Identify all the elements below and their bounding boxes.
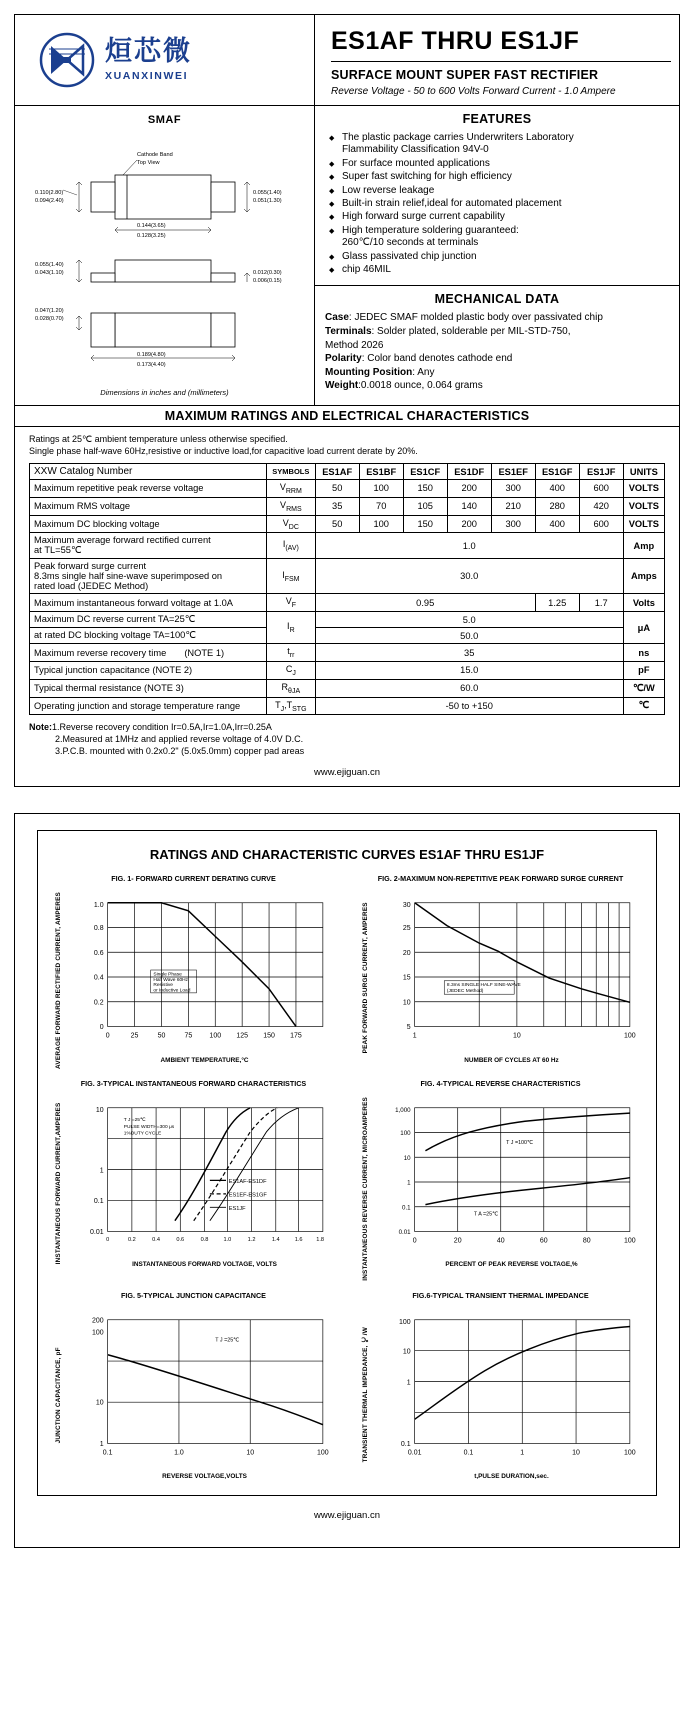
row-value: 70 [359, 497, 403, 515]
figure-6 [351, 1291, 650, 1481]
features-section [315, 106, 679, 286]
figure-1-plot [70, 892, 339, 1053]
row-value: 60.0 [315, 679, 623, 697]
figure-1-title: FIG. 1- FORWARD CURRENT DERATING CURVE [111, 874, 276, 884]
units-header: UNITS [623, 464, 664, 480]
row-description: Maximum DC blocking voltage [30, 515, 267, 533]
ratings-table [29, 463, 665, 715]
figure-5-ylabel: JUNCTION CAPACITANCE, pF [55, 1346, 62, 1444]
feature-item: ◆ Low reverse leakage [329, 185, 669, 197]
row-value: 50 [315, 515, 359, 533]
figure-2-ylabel: PEAK FORWARD SURGE CURRENT, AMPERES [362, 902, 369, 1054]
svg-text:T J =100℃: T J =100℃ [506, 1140, 534, 1147]
svg-text:1,000: 1,000 [395, 1106, 411, 1114]
svg-text:200: 200 [91, 1317, 104, 1325]
svg-text:(JEDEC Method): (JEDEC Method) [446, 989, 484, 995]
svg-text:0: 0 [106, 1237, 110, 1244]
curves-title: RATINGS AND CHARACTERISTIC CURVES ES1AF THRU ES1JF [149, 847, 545, 863]
svg-text:0.012(0.30): 0.012(0.30) [253, 270, 282, 276]
row-units: ℃ [623, 697, 664, 715]
ratings-row [30, 497, 665, 515]
sheet-2 [14, 813, 680, 1548]
svg-text:100: 100 [398, 1318, 411, 1326]
figure-1 [44, 874, 343, 1069]
svg-text:20: 20 [402, 950, 411, 958]
svg-text:0.6: 0.6 [176, 1237, 185, 1244]
svg-text:75: 75 [184, 1032, 193, 1040]
svg-text:1%DUTY CYCLE: 1%DUTY CYCLE [123, 1131, 162, 1137]
catalog-header: XXW Catalog Number [30, 464, 267, 480]
row-description: Maximum repetitive peak reverse voltage [30, 480, 267, 498]
mechanical-row: Case: JEDEC SMAF molded plastic body over passivated chip [325, 312, 603, 324]
svg-text:100: 100 [624, 1032, 636, 1040]
row-units: μA [623, 612, 664, 644]
figure-6-plot [377, 1309, 646, 1470]
part-header: ES1AF [315, 464, 359, 480]
svg-text:Top View: Top View [137, 160, 160, 166]
row-units: ℃/W [623, 679, 664, 697]
row-description: Maximum RMS voltage [30, 497, 267, 515]
svg-text:25: 25 [402, 925, 411, 933]
svg-text:Cathode Band: Cathode Band [137, 152, 173, 158]
svg-text:100: 100 [91, 1329, 104, 1337]
figure-2-title: FIG. 2-MAXIMUM NON-REPETITIVE PEAK FORWARD SURGE CURRENT [377, 874, 624, 884]
row-value: 300 [491, 480, 535, 498]
svg-text:10: 10 [246, 1449, 255, 1457]
svg-text:or Inductive Load: or Inductive Load [153, 988, 191, 994]
svg-text:1.8: 1.8 [316, 1237, 325, 1244]
svg-text:0.055(1.40): 0.055(1.40) [35, 262, 64, 268]
svg-text:10: 10 [403, 1155, 411, 1163]
row-symbol: $C_J$ [266, 661, 315, 679]
row-value: 150 [403, 515, 447, 533]
row-description: Typical thermal resistance (NOTE 3) [30, 679, 267, 697]
figure-2-plot [377, 892, 646, 1053]
row-value: 400 [535, 515, 579, 533]
brand-text [105, 38, 192, 81]
svg-text:0.2: 0.2 [127, 1237, 136, 1244]
svg-text:0.047(1.20): 0.047(1.20) [35, 308, 64, 314]
svg-text:10: 10 [95, 1106, 104, 1114]
part-header: ES1JF [579, 464, 623, 480]
row-value: 0.95 [315, 594, 535, 612]
part-header: ES1GF [535, 464, 579, 480]
svg-text:80: 80 [582, 1237, 591, 1245]
row-description: Maximum instantaneous forward voltage at 1.0A [30, 594, 267, 612]
row-units: Volts [623, 594, 664, 612]
row-value: 15.0 [315, 661, 623, 679]
mechanical-row: Method 2026 [325, 339, 384, 351]
row-value: 35 [315, 497, 359, 515]
svg-text:0.1: 0.1 [402, 1204, 411, 1212]
row-description: Maximum reverse recovery time (NOTE 1) [30, 644, 267, 662]
features-mechanical-block [315, 106, 679, 405]
svg-text:0.01: 0.01 [407, 1449, 422, 1457]
feature-item: ◆ The plastic package carries Underwriters Laboratory Flammability Classification 94V-0 [329, 132, 669, 157]
svg-text:ES1AF-ES1DF: ES1AF-ES1DF [228, 1179, 267, 1186]
feature-item: ◆ For surface mounted applications [329, 158, 669, 170]
figure-4-plot [377, 1097, 646, 1258]
svg-text:5: 5 [406, 1024, 411, 1032]
svg-text:15: 15 [402, 974, 411, 982]
row-units: VOLTS [623, 497, 664, 515]
row-symbol: $V_{RRM}$ [266, 480, 315, 498]
company-logo-icon [39, 32, 95, 88]
row-symbol: $I_R$ [266, 612, 315, 644]
mechanical-row: Weight:0.0018 ounce, 0.064 grams [325, 380, 483, 392]
row-value: 1.0 [315, 533, 623, 559]
svg-text:0.4: 0.4 [152, 1237, 160, 1244]
row-description: Peak forward surge current 8.3ms single half sine-wave superimposed on rated load (JEDEC Method) [30, 559, 267, 594]
mechanical-row: Terminals: Solder plated, solderable per MIL-STD-750, [325, 326, 571, 338]
row-description: Maximum DC reverse current TA=25℃ [30, 612, 267, 628]
ratings-row [30, 661, 665, 679]
row-value: 100 [359, 515, 403, 533]
footnote-line: 3.P.C.B. mounted with 0.2x0.2" (5.0x5.0mm) copper pad areas [55, 745, 305, 756]
row-value: 100 [359, 480, 403, 498]
row-value: 1.7 [579, 594, 623, 612]
datasheet-page [0, 14, 694, 1548]
row-description: Operating junction and storage temperature range [30, 697, 267, 715]
figure-3-title: FIG. 3-TYPICAL INSTANTANEOUS FORWARD CHARACTERISTICS [80, 1079, 307, 1089]
svg-text:1: 1 [99, 1167, 104, 1175]
figure-4-xlabel: PERCENT OF PEAK REVERSE VOLTAGE,% [445, 1261, 578, 1269]
sheet1-url: www.ejiguan.cn [313, 767, 380, 779]
part-title: ES1AF THRU ES1JF [331, 27, 580, 55]
svg-text:0.4: 0.4 [93, 974, 104, 982]
mechanical-title: MECHANICAL DATA [434, 292, 560, 307]
svg-text:1: 1 [520, 1449, 525, 1457]
svg-text:0.2: 0.2 [93, 999, 104, 1007]
mechanical-section [315, 286, 679, 404]
svg-text:125: 125 [236, 1032, 248, 1040]
svg-text:25: 25 [130, 1032, 139, 1040]
svg-text:100: 100 [400, 1130, 411, 1138]
title-block [315, 15, 679, 105]
svg-text:ES1EF-ES1GF: ES1EF-ES1GF [228, 1192, 267, 1199]
footnote-line: 1.Reverse recovery condition Ir=0.5A,Ir=1.0A,Irr=0.25A [52, 722, 272, 733]
row-value: 400 [535, 480, 579, 498]
svg-text:50: 50 [157, 1032, 166, 1040]
figure-5-title: FIG. 5-TYPICAL JUNCTION CAPACITANCE [121, 1290, 266, 1300]
ratings-row [30, 679, 665, 697]
row-units: VOLTS [623, 515, 664, 533]
svg-text:1: 1 [412, 1032, 417, 1040]
features-title: FEATURES [462, 112, 532, 126]
figure-4-ylabel: INSTANTANEOUS REVERSE CURRENT, MICROAMPERES [362, 1097, 369, 1281]
row-units: Amps [623, 559, 664, 594]
row-description: Typical junction capacitance (NOTE 2) [30, 661, 267, 679]
svg-text:0.094(2.40): 0.094(2.40) [35, 198, 64, 204]
ratings-row [30, 594, 665, 612]
row-value: 35 [315, 644, 623, 662]
figure-1-ylabel: AVERAGE FORWARD RECTIFIED CURRENT, AMPERES [55, 892, 62, 1070]
feature-item: ◆ High temperature soldering guaranteed: 260℃/10 seconds at terminals [329, 225, 669, 250]
svg-text:0.01: 0.01 [398, 1229, 411, 1237]
row-value: -50 to +150 [315, 697, 623, 715]
figure-1-xlabel: AMBIENT TEMPERATURE,°C [160, 1056, 249, 1064]
svg-text:0: 0 [105, 1032, 110, 1040]
figure-3-ylabel: INSTANTANEOUS FORWARD CURRENT,AMPERES [55, 1102, 62, 1265]
svg-text:0.6: 0.6 [93, 950, 104, 958]
ratings-row [30, 612, 665, 628]
row-value: 300 [491, 515, 535, 533]
svg-text:100: 100 [209, 1032, 222, 1040]
row-value: 150 [403, 480, 447, 498]
row-units: VOLTS [623, 480, 664, 498]
svg-text:0.1: 0.1 [463, 1449, 474, 1457]
ratings-row [30, 644, 665, 662]
svg-text:0.144(3.65): 0.144(3.65) [137, 223, 166, 229]
row-value: 105 [403, 497, 447, 515]
svg-text:0.8: 0.8 [200, 1237, 209, 1244]
svg-text:0.043(1.10): 0.043(1.10) [35, 270, 64, 276]
svg-text:1.6: 1.6 [294, 1237, 303, 1244]
figure-3-xlabel: INSTANTANEOUS FORWARD VOLTAGE, VOLTS [132, 1261, 277, 1269]
svg-text:T J =25℃: T J =25℃ [215, 1337, 240, 1344]
svg-text:8.3ms SINGLE HALF SINE-WAVE: 8.3ms SINGLE HALF SINE-WAVE [446, 983, 521, 989]
svg-text:0.110(2.80): 0.110(2.80) [35, 190, 64, 196]
figure-4-title: FIG. 4-TYPICAL REVERSE CHARACTERISTICS [420, 1079, 581, 1089]
svg-text:10: 10 [95, 1399, 104, 1407]
document-header [15, 15, 679, 106]
sheet2-url: www.ejiguan.cn [313, 1510, 380, 1522]
row-value: 420 [579, 497, 623, 515]
svg-text:0.173(4.40): 0.173(4.40) [137, 362, 166, 368]
row-symbol: $I_{FSM}$ [266, 559, 315, 594]
figure-6-title: FIG.6-TYPICAL TRANSIENT THERMAL IMPEDANCE [412, 1290, 589, 1300]
sheet-1 [14, 14, 680, 787]
svg-text:30: 30 [402, 901, 411, 909]
title-divider [331, 61, 671, 62]
svg-text:100: 100 [624, 1449, 636, 1457]
ratings-note-line: Single phase half-wave 60Hz,resistive or inductive load,for capacitive load current derate by 20%. [29, 446, 418, 456]
figure-5-plot [70, 1309, 339, 1470]
feature-item: ◆ chip 46MIL [329, 264, 669, 276]
svg-text:0.051(1.30): 0.051(1.30) [253, 198, 282, 204]
package-title: SMAF [147, 114, 182, 126]
svg-text:1.4: 1.4 [271, 1237, 280, 1244]
row-symbol: $R_{\theta JA}$ [266, 679, 315, 697]
svg-text:1.0: 1.0 [223, 1237, 232, 1244]
curves-frame [37, 830, 657, 1496]
brand-name-cn: 烜芯微 [105, 36, 192, 68]
row-value: 200 [447, 480, 491, 498]
figure-2-xlabel: NUMBER OF CYCLES AT 60 Hz [464, 1056, 559, 1064]
svg-text:20: 20 [453, 1237, 462, 1245]
row-symbol: $I_{(AV)}$ [266, 533, 315, 559]
row-value: 30.0 [315, 559, 623, 594]
footnotes-label: Note: [29, 722, 52, 733]
part-header: ES1BF [359, 464, 403, 480]
svg-text:100: 100 [317, 1449, 329, 1457]
part-ratings-line: Reverse Voltage - 50 to 600 Volts Forward Current - 1.0 Ampere [331, 86, 616, 97]
ratings-row [30, 628, 665, 644]
svg-text:T A =25℃: T A =25℃ [473, 1211, 499, 1218]
svg-text:100: 100 [624, 1237, 636, 1245]
row-value: 210 [491, 497, 535, 515]
svg-text:175: 175 [290, 1032, 302, 1040]
feature-item: ◆ Built-in strain relief,ideal for automated placement [329, 198, 669, 210]
figure-5-xlabel: REVERSE VOLTAGE,VOLTS [162, 1473, 247, 1481]
svg-text:0.01: 0.01 [90, 1229, 104, 1237]
row-symbol: $V_{DC}$ [266, 515, 315, 533]
symbols-header: SYMBOLS [266, 464, 315, 480]
ratings-section-title: MAXIMUM RATINGS AND ELECTRICAL CHARACTERISTICS [15, 406, 679, 427]
svg-text:0: 0 [99, 1024, 104, 1032]
dimension-note: Dimensions in inches and (millimeters) [100, 388, 229, 397]
row-value: 50 [315, 480, 359, 498]
row-symbol: $V_{RMS}$ [266, 497, 315, 515]
row-value: 600 [579, 515, 623, 533]
mechanical-row: Mounting Position: Any [325, 366, 435, 378]
part-header: ES1EF [491, 464, 535, 480]
svg-text:1.0: 1.0 [174, 1449, 184, 1457]
part-header: ES1CF [403, 464, 447, 480]
part-subtitle: SURFACE MOUNT SUPER FAST RECTIFIER [331, 68, 599, 82]
figure-3 [44, 1079, 343, 1281]
ratings-notes [15, 427, 679, 461]
svg-text:0.1: 0.1 [93, 1198, 104, 1206]
svg-text:Half Wave 60Hz: Half Wave 60Hz [153, 977, 189, 983]
row-symbol: $T_J,T_{STG}$ [266, 697, 315, 715]
row-description: at rated DC blocking voltage TA=100℃ [30, 628, 267, 644]
svg-text:60: 60 [539, 1237, 548, 1245]
svg-text:0.1: 0.1 [400, 1441, 411, 1449]
figure-6-ylabel: TRANSIENT THERMAL IMPEDANCE, ℃/W [362, 1327, 369, 1463]
row-units: Amp [623, 533, 664, 559]
package-drawing-block [15, 106, 315, 405]
feature-item: ◆ Glass passivated chip junction [329, 251, 669, 263]
svg-text:0.8: 0.8 [93, 925, 104, 933]
package-drawing [19, 130, 310, 380]
features-list [325, 132, 669, 276]
svg-text:150: 150 [263, 1032, 275, 1040]
ratings-row [30, 533, 665, 559]
ratings-row [30, 515, 665, 533]
row-value: 140 [447, 497, 491, 515]
row-value: 600 [579, 480, 623, 498]
svg-text:0.189(4.80): 0.189(4.80) [137, 352, 166, 358]
curves-grid [44, 874, 650, 1481]
ratings-header-row [30, 464, 665, 480]
svg-text:1: 1 [406, 1379, 411, 1387]
svg-text:1: 1 [99, 1441, 104, 1449]
svg-text:1.2: 1.2 [247, 1237, 256, 1244]
svg-text:PULSE WIDTH=300 μs: PULSE WIDTH=300 μs [123, 1125, 175, 1131]
svg-text:1: 1 [407, 1179, 411, 1187]
svg-text:0.1: 0.1 [102, 1449, 113, 1457]
svg-text:Single Phase: Single Phase [153, 972, 182, 978]
figure-2 [351, 874, 650, 1069]
figure-5 [44, 1291, 343, 1481]
package-and-features [15, 106, 679, 406]
row-description: Maximum average forward rectified current at TL=55℃ [30, 533, 267, 559]
svg-text:Resistive: Resistive [153, 983, 173, 989]
row-value: 5.0 [315, 612, 623, 628]
svg-text:0.128(3.25): 0.128(3.25) [137, 233, 166, 239]
feature-item: ◆ Super fast switching for high efficiency [329, 171, 669, 183]
ratings-row [30, 480, 665, 498]
brand-name-en: XUANXINWEI [105, 69, 189, 82]
figure-3-plot [70, 1097, 339, 1258]
svg-text:0: 0 [412, 1237, 417, 1245]
part-header: ES1DF [447, 464, 491, 480]
row-symbol: $V_F$ [266, 594, 315, 612]
footnotes [15, 715, 679, 759]
svg-text:10: 10 [512, 1032, 521, 1040]
svg-text:10: 10 [402, 999, 411, 1007]
svg-text:0.006(0.15): 0.006(0.15) [253, 278, 282, 284]
mechanical-row: Polarity: Color band denotes cathode end [325, 353, 513, 365]
footnote-line: 2.Measured at 1MHz and applied reverse voltage of 4.0V D.C. [55, 733, 304, 744]
row-value: 50.0 [315, 628, 623, 644]
row-units: ns [623, 644, 664, 662]
svg-text:10: 10 [572, 1449, 580, 1457]
svg-text:40: 40 [496, 1237, 505, 1245]
ratings-row [30, 559, 665, 594]
svg-text:10: 10 [402, 1348, 411, 1356]
row-value: 1.25 [535, 594, 579, 612]
ratings-row [30, 697, 665, 715]
svg-text:1.0: 1.0 [93, 901, 104, 909]
row-symbol: $t_{rr}$ [266, 644, 315, 662]
row-units: pF [623, 661, 664, 679]
row-value: 280 [535, 497, 579, 515]
figure-4 [351, 1079, 650, 1281]
figure-6-xlabel: t,PULSE DURATION,sec. [474, 1473, 549, 1481]
svg-text:0.028(0.70): 0.028(0.70) [35, 316, 64, 322]
ratings-note-line: Ratings at 25℃ ambient temperature unless otherwise specified. [29, 434, 288, 444]
brand-block [15, 15, 315, 105]
svg-text:T J =25℃: T J =25℃ [123, 1118, 146, 1124]
feature-item: ◆ High forward surge current capability [329, 211, 669, 223]
svg-text:0.055(1.40): 0.055(1.40) [253, 190, 282, 196]
row-value: 200 [447, 515, 491, 533]
svg-text:ES1JF: ES1JF [228, 1206, 246, 1213]
